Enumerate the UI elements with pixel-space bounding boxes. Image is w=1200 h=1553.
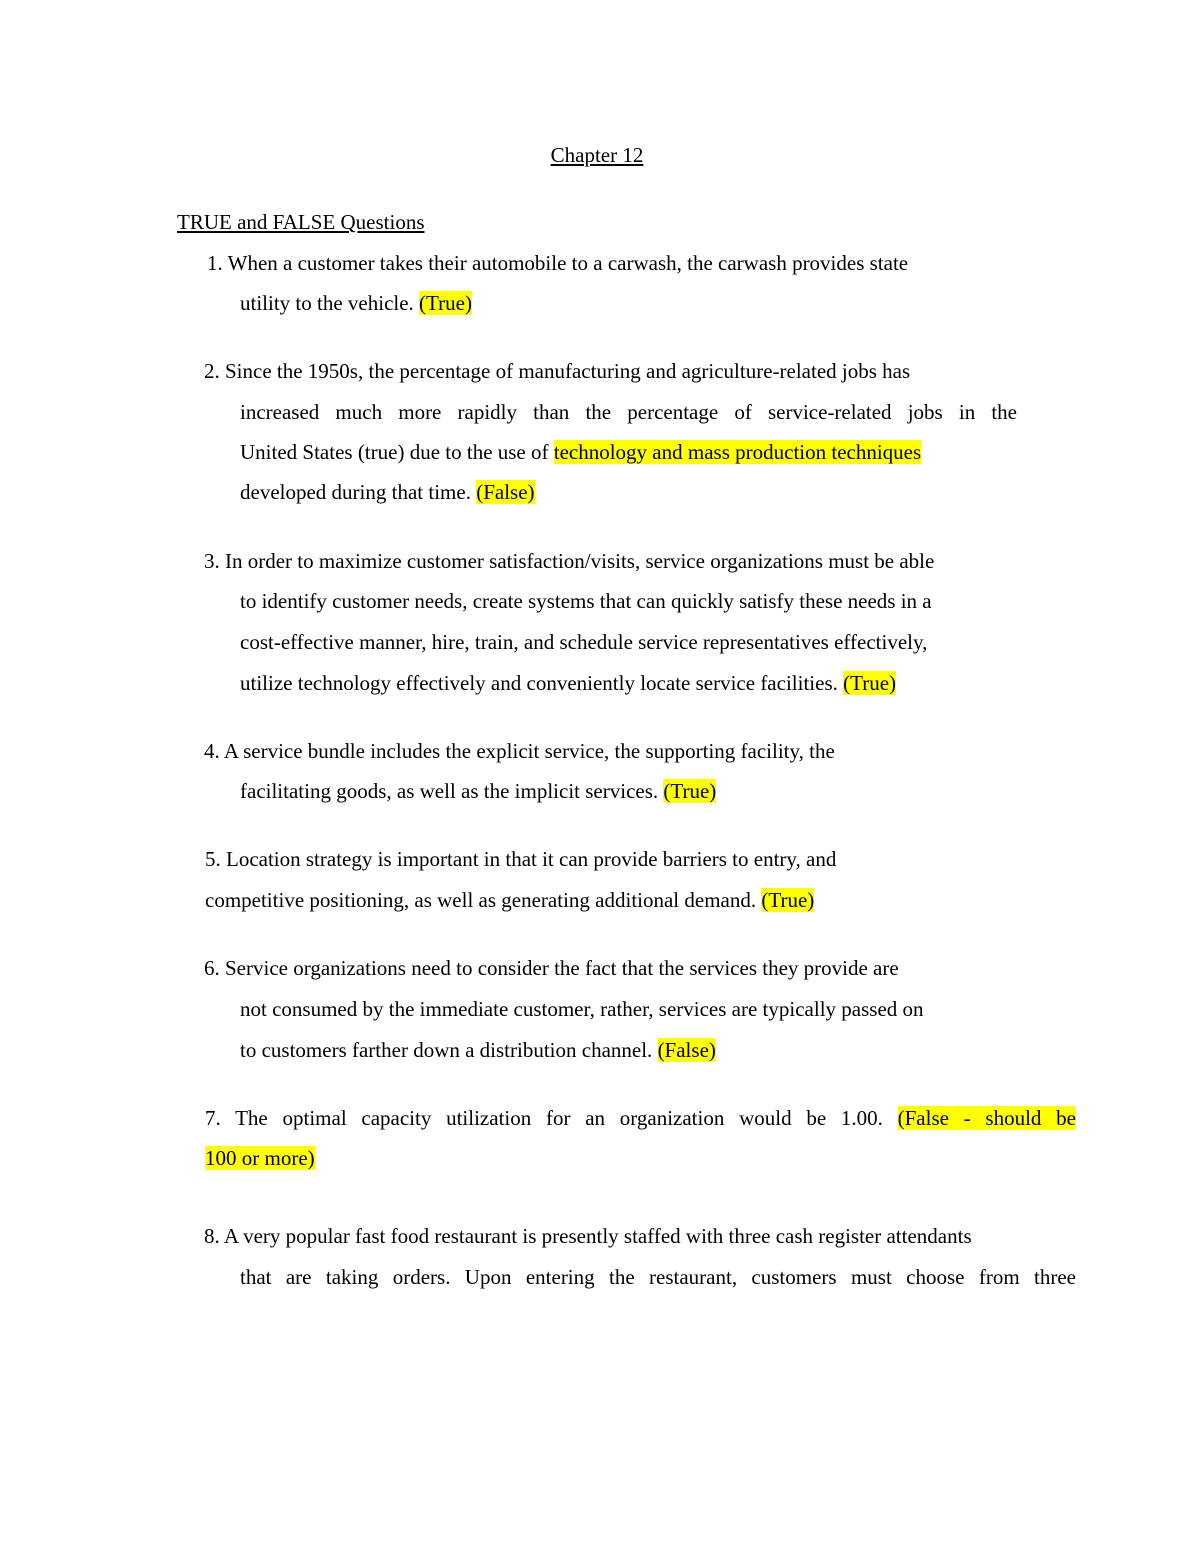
question-4-line-2: facilitating goods, as well as the implicit services. (True) xyxy=(240,779,717,803)
question-7-line-1: 7. The optimal capacity utilization for an organization would be 1.00. (False - should be xyxy=(205,1106,1076,1130)
answer-highlight-continued: 100 or more) xyxy=(205,1146,315,1170)
answer-highlight: (False - should be xyxy=(897,1106,1076,1130)
answer-highlight: (True) xyxy=(419,291,472,315)
chapter-title: Chapter 12 xyxy=(550,143,644,167)
question-4-line-1: 4. A service bundle includes the explicit service, the supporting facility, the xyxy=(204,739,835,763)
question-1-line-2: utility to the vehicle. (True) xyxy=(240,291,472,315)
question-5-line-2: competitive positioning, as well as generating additional demand. (True) xyxy=(205,888,815,912)
question-5-line-1: 5. Location strategy is important in that it can provide barriers to entry, and xyxy=(205,847,837,871)
question-6-line-3: to customers farther down a distribution channel. (False) xyxy=(240,1038,716,1062)
phrase-highlight: technology and mass production techniques xyxy=(553,440,922,464)
answer-highlight: (False) xyxy=(657,1038,716,1062)
section-subtitle: TRUE and FALSE Questions xyxy=(177,210,425,234)
answer-highlight: (True) xyxy=(761,888,815,912)
answer-highlight: (True) xyxy=(843,671,897,695)
question-8-line-1: 8. A very popular fast food restaurant is presently staffed with three cash register attendants xyxy=(204,1224,972,1248)
question-7-line-2 xyxy=(205,1143,315,1173)
question-3-line-2: to identify customer needs, create systems that can quickly satisfy these needs in a xyxy=(240,589,932,613)
question-3-line-3: cost-effective manner, hire, train, and schedule service representatives effectively, xyxy=(240,630,928,654)
answer-highlight: (True) xyxy=(663,779,717,803)
question-8-line-2: that are taking orders. Upon entering the restaurant, customers must choose from three xyxy=(240,1265,1076,1289)
question-3-line-4: utilize technology effectively and conveniently locate service facilities. (True) xyxy=(240,671,897,695)
question-2-line-1: 2. Since the 1950s, the percentage of manufacturing and agriculture-related jobs has xyxy=(204,359,911,383)
answer-highlight: (False) xyxy=(476,480,535,504)
question-2-line-4: developed during that time. (False) xyxy=(240,480,535,504)
question-3-line-1: 3. In order to maximize customer satisfaction/visits, service organizations must be able xyxy=(204,549,935,573)
question-2-line-2: increased much more rapidly than the percentage of service-related jobs in the xyxy=(240,400,1017,424)
question-6-line-2: not consumed by the immediate customer, rather, services are typically passed on xyxy=(240,997,924,1021)
question-1-line-1: 1. When a customer takes their automobile to a carwash, the carwash provides state xyxy=(207,251,909,275)
question-2-line-3: United States (true) due to the use of technology and mass production techniques xyxy=(240,440,922,464)
question-6-line-1: 6. Service organizations need to consider the fact that the services they provide are xyxy=(204,956,899,980)
